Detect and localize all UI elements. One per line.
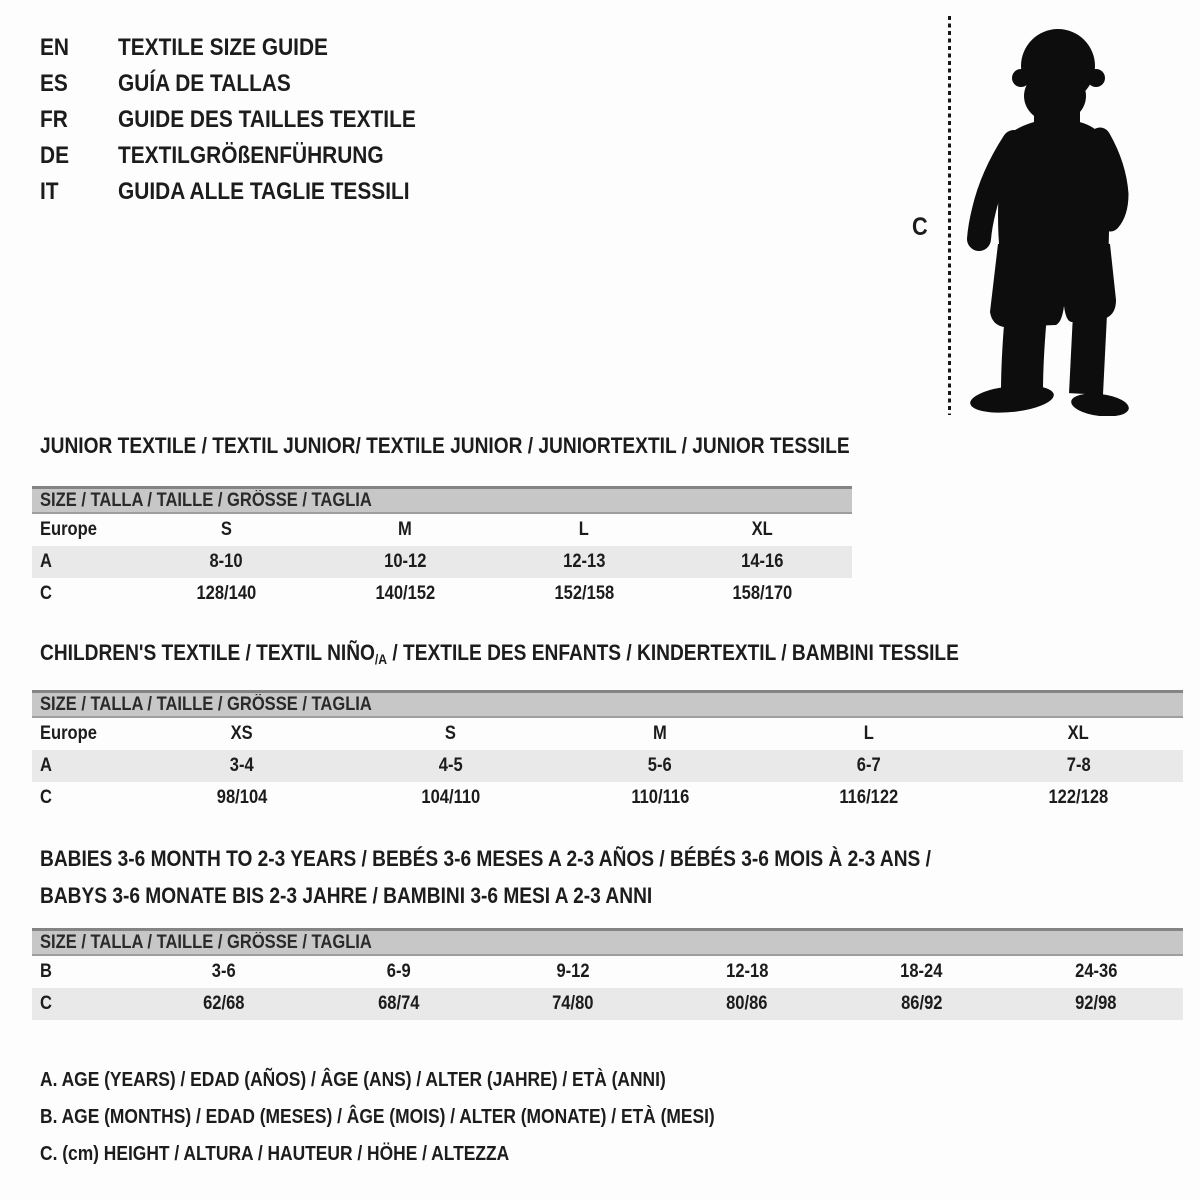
size-cell: XL	[1067, 723, 1089, 744]
row-label: C	[40, 787, 52, 808]
babies-size-table	[32, 928, 1183, 1020]
size-table-header: SIZE / TALLA / TAILLE / GRÖSSE / TAGLIA	[32, 928, 1183, 956]
size-cell: 24-36	[1074, 961, 1117, 982]
language-title: GUÍA DE TALLAS	[118, 70, 291, 97]
language-title: GUIDA ALLE TAGLIE TESSILI	[118, 178, 410, 205]
size-cell: 128/140	[196, 583, 257, 604]
size-cell: 14-16	[741, 551, 784, 572]
size-cell: M	[398, 519, 413, 540]
figure-measure-label-c: C	[912, 213, 928, 241]
size-cell: 152/158	[553, 583, 614, 604]
row-label: C	[40, 993, 52, 1014]
size-cell: 8-10	[209, 551, 243, 572]
language-row-de	[40, 138, 460, 174]
nino-a-subscript: /A	[374, 651, 388, 667]
size-cell: 74/80	[552, 993, 594, 1014]
junior-size-table	[32, 486, 852, 610]
size-cell: 110/116	[631, 787, 689, 808]
size-cell: 98/104	[216, 787, 267, 808]
language-code: FR	[40, 106, 68, 133]
table-row-height-cm	[32, 988, 1183, 1020]
size-cell: 6-9	[386, 961, 411, 982]
section-title-babies: BABIES 3-6 MONTH TO 2-3 YEARS / BEBÉS 3-6 MESES A 2-3 AÑOS / BÉBÉS 3-6 MOIS À 2-3 ANS / BABYS 3-6 MONATE BIS 2-3 JAHRE / BAMBINI 3-6 MESI A 2-3 ANNI	[40, 846, 931, 908]
row-label: C	[40, 583, 52, 604]
size-cell: L	[864, 723, 875, 744]
size-cell: 10-12	[383, 551, 427, 572]
size-cell: 18-24	[900, 961, 943, 982]
size-cell: S	[445, 723, 457, 744]
row-label: Europe	[40, 519, 97, 540]
size-cell: 116/122	[839, 787, 899, 808]
size-cell: M	[653, 723, 667, 744]
row-label: A	[40, 551, 52, 572]
size-table-header: SIZE / TALLA / TAILLE / GRÖSSE / TAGLIA	[32, 486, 852, 514]
language-row-it	[40, 174, 460, 210]
table-row-age-years	[32, 546, 852, 578]
legend-line-a: A. AGE (YEARS) / EDAD (AÑOS) / ÂGE (ANS) / ALTER (JAHRE) / ETÀ (ANNI)	[40, 1069, 666, 1091]
table-row-height-cm	[32, 578, 852, 610]
language-title: TEXTILGRÖßENFÜHRUNG	[118, 142, 384, 169]
size-cell: XS	[230, 723, 253, 744]
language-row-en	[40, 30, 460, 66]
table-row-europe	[32, 514, 852, 546]
size-cell: 92/98	[1075, 993, 1117, 1014]
table-row-height-cm	[32, 782, 1183, 814]
legend-line-b: B. AGE (MONTHS) / EDAD (MESES) / ÂGE (MOIS) / ALTER (MONATE) / ETÀ (MESI)	[40, 1106, 715, 1128]
language-code: ES	[40, 70, 68, 97]
size-cell: 6-7	[857, 755, 882, 776]
size-cell: 80/86	[726, 993, 768, 1014]
size-table-header: SIZE / TALLA / TAILLE / GRÖSSE / TAGLIA	[32, 690, 1183, 718]
language-row-fr	[40, 102, 460, 138]
size-cell: 68/74	[377, 993, 420, 1014]
section-title-children: CHILDREN'S TEXTILE / TEXTIL NIÑO/A / TEXTILE DES ENFANTS / KINDERTEXTIL / BAMBINI TESSILE	[40, 640, 959, 667]
size-cell: 104/110	[421, 787, 481, 808]
size-cell: 12-18	[726, 961, 769, 982]
table-row-europe	[32, 718, 1183, 750]
size-cell: 86/92	[900, 993, 943, 1014]
language-title: GUIDE DES TAILLES TEXTILE	[118, 106, 416, 133]
size-cell: L	[578, 519, 589, 540]
table-row-age-months	[32, 956, 1183, 988]
section-title-junior: JUNIOR TEXTILE / TEXTIL JUNIOR/ TEXTILE JUNIOR / JUNIORTEXTIL / JUNIOR TESSILE	[40, 433, 850, 458]
size-cell: 3-4	[229, 755, 254, 776]
legend-line-c: C. (cm) HEIGHT / ALTURA / HAUTEUR / HÖHE / ALTEZZA	[40, 1143, 510, 1165]
size-cell: 4-5	[438, 755, 463, 776]
size-cell: XL	[752, 519, 774, 540]
size-cell: 62/68	[203, 993, 245, 1014]
row-label: A	[40, 755, 52, 776]
language-list	[40, 30, 460, 210]
size-cell: 140/152	[375, 583, 436, 604]
size-cell: 7-8	[1066, 755, 1091, 776]
row-label: Europe	[40, 723, 97, 744]
measure-legend	[40, 1062, 816, 1173]
size-cell: 9-12	[556, 961, 590, 982]
language-code: EN	[40, 34, 70, 61]
size-cell: 5-6	[648, 755, 672, 776]
language-code: DE	[40, 142, 70, 169]
size-cell: 12-13	[562, 551, 606, 572]
size-cell: S	[220, 519, 232, 540]
size-cell: 158/170	[732, 583, 793, 604]
language-code: IT	[40, 178, 59, 205]
toddler-silhouette-icon	[962, 14, 1138, 416]
children-size-table	[32, 690, 1183, 814]
size-cell: 3-6	[212, 961, 237, 982]
row-label: B	[40, 961, 52, 982]
height-dashed-line	[948, 16, 951, 415]
table-row-age-years	[32, 750, 1183, 782]
language-row-es	[40, 66, 460, 102]
size-cell: 122/128	[1048, 787, 1109, 808]
language-title: TEXTILE SIZE GUIDE	[118, 34, 328, 61]
